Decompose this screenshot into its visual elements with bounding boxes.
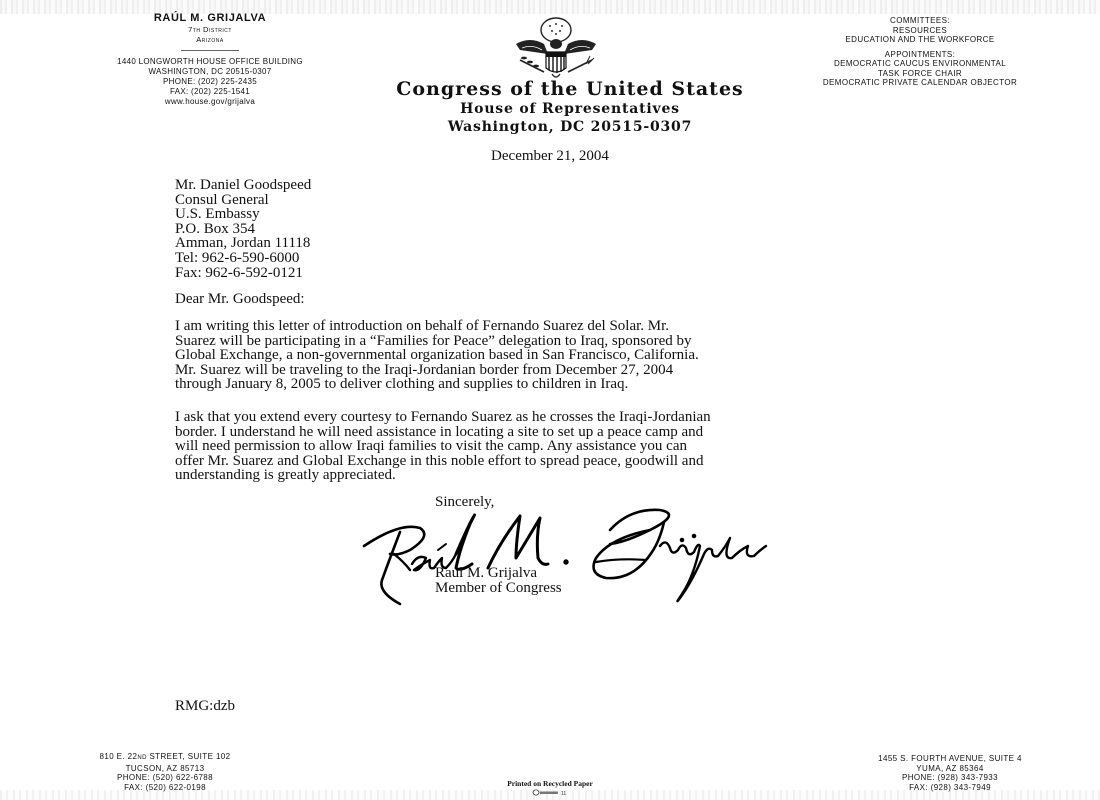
closing: Sincerely,: [435, 494, 495, 510]
tucson-street-rest: STREET, SUITE 102: [146, 752, 231, 761]
member-website: www.house.gov/grijalva: [164, 97, 256, 106]
paragraph-line: Global Exchange, a non-governmental organization based in San Francisco, California.: [175, 347, 699, 364]
dc-office-phone: PHONE: (202) 225-2435: [163, 77, 257, 86]
appointments-heading: APPOINTMENTS:: [884, 49, 956, 59]
paragraph-line: through January 8, 2005 to deliver clothing and supplies to children in Iraq.: [175, 376, 629, 393]
yuma-fax: FAX: (928) 343-7949: [909, 782, 991, 792]
handwritten-signature-icon: [360, 502, 770, 607]
union-bug-icon: [532, 789, 572, 796]
letterhead-institution: [340, 78, 800, 136]
dc-office-address: 1440 LONGWORTH HOUSE OFFICE BUILDING: [117, 57, 303, 66]
appointment-item: TASK FORCE CHAIR: [877, 68, 963, 78]
salutation: Dear Mr. Goodspeed:: [175, 291, 305, 307]
member-district: 7th District: [188, 25, 232, 34]
congress-title: Congress of the United States: [396, 78, 744, 100]
yuma-phone: PHONE: (928) 343-7933: [901, 773, 998, 782]
member-name: RAÚL M. GRIJALVA: [153, 12, 267, 24]
recipient-line: Tel: 962-6-590-6000: [175, 249, 300, 266]
paragraph-line: offer Mr. Suarez and Global Exchange in this noble effort to spread peace, goodwill and: [175, 452, 704, 469]
recipient-line: Amman, Jordan 11118: [175, 235, 311, 252]
letterhead-member-block: [60, 12, 360, 107]
recipient-line: U.S. Embassy: [175, 206, 260, 223]
tucson-street-number: 810 E. 22: [99, 752, 138, 761]
paragraph-line: I am writing this letter of introduction on behalf of Fernando Suarez del Solar. Mr.: [175, 318, 670, 334]
appointment-item: DEMOCRATIC PRIVATE CALENDAR OBJECTOR: [822, 78, 1018, 87]
reference-initials: RMG:dzb: [175, 698, 235, 714]
body-paragraph-1: [175, 319, 995, 392]
letterhead-divider: [181, 50, 239, 51]
signer-block: [435, 566, 562, 596]
tucson-phone: PHONE: (520) 622-6788: [116, 773, 213, 782]
recipient-line: Mr. Daniel Goodspeed: [175, 177, 312, 193]
letterhead-committees-block: [770, 16, 1070, 88]
dc-office-city: WASHINGTON, DC 20515-0307: [148, 67, 272, 76]
recipient-line: Fax: 962-6-592-0121: [175, 264, 303, 281]
paragraph-line: I ask that you extend every courtesy to Fernando Suarez as he crosses the Iraqi-Jordanian: [175, 409, 711, 425]
dc-office-fax: FAX: (202) 225-1541: [170, 87, 250, 96]
recipient-line: Consul General: [175, 191, 269, 208]
tucson-street-suffix: ND: [137, 755, 147, 761]
footer-yuma-office: [800, 754, 1100, 792]
footer-tucson-office: [0, 752, 330, 792]
letter-date: December 21, 2004: [491, 148, 609, 164]
paragraph-line: Mr. Suarez will be traveling to the Iraqi-Jordanian border from December 27, 2004: [175, 361, 674, 378]
yuma-city: YUMA, AZ 85364: [916, 763, 984, 773]
signer-title: Member of Congress: [435, 580, 562, 596]
great-seal-eagle-icon: [510, 14, 602, 82]
yuma-street: 1455 S. FOURTH AVENUE, SUITE 4: [878, 754, 1022, 763]
tucson-street: [0, 752, 330, 764]
city-title: Washington, DC 20515-0307: [447, 119, 693, 135]
paragraph-line: border. I understand he will need assistance in locating a site to set up a peace camp and: [175, 423, 704, 440]
body-paragraph-2: [175, 410, 995, 483]
signer-name: Raúl M. Grijalva: [435, 565, 538, 581]
union-bug-number: 11: [561, 791, 567, 796]
committee-item: EDUCATION AND THE WORKFORCE: [845, 35, 995, 44]
paragraph-line: understanding is greatly appreciated.: [175, 467, 396, 484]
paragraph-line: will need permission to allow Iraqi families to visit the camp. Any assistance you can: [175, 438, 687, 455]
recycled-paper-note: Printed on Recycled Paper: [507, 779, 593, 788]
member-state: Arizona: [196, 35, 224, 44]
recipient-address: [175, 178, 311, 280]
committee-item: RESOURCES: [892, 25, 948, 35]
paragraph-line: Suarez will be participating in a “Families for Peace” delegation to Iraq, sponsored by: [175, 332, 692, 349]
appointment-item: DEMOCRATIC CAUCUS ENVIRONMENTAL: [833, 59, 1007, 68]
recipient-line: P.O. Box 354: [175, 220, 256, 237]
tucson-fax: FAX: (520) 622-0198: [124, 782, 206, 792]
committees-heading: COMMITTEES:: [890, 16, 950, 25]
house-title: House of Representatives: [460, 101, 680, 117]
tucson-city: TUCSON, AZ 85713: [125, 763, 205, 773]
